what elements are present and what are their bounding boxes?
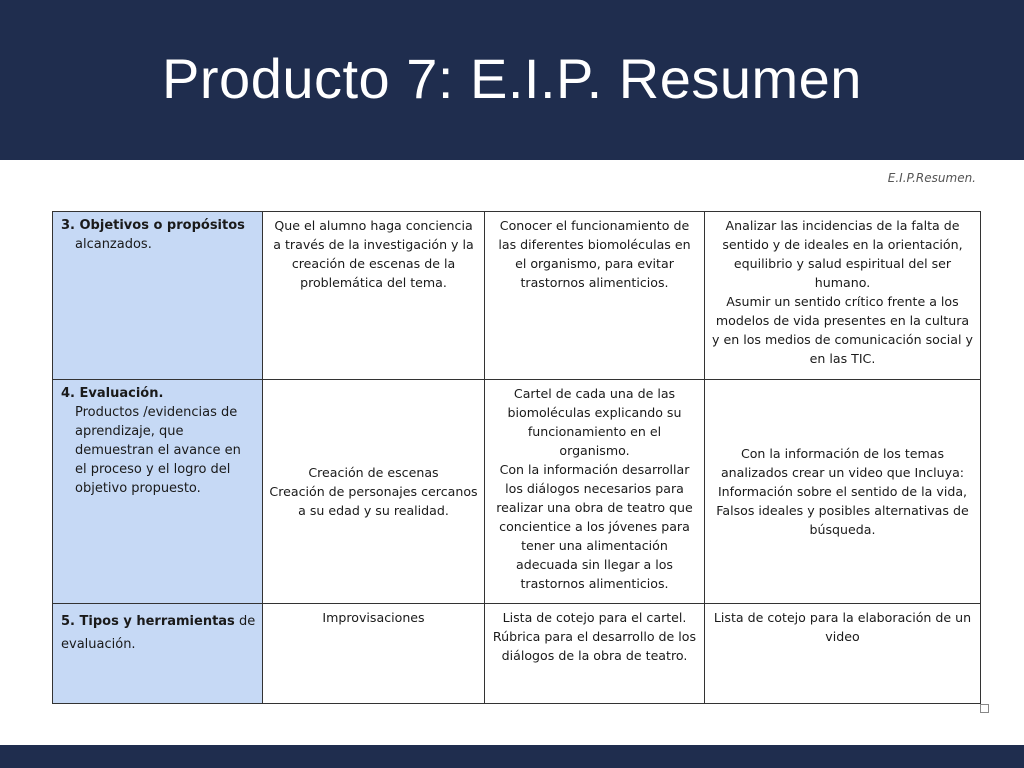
- table-cell: [263, 604, 485, 704]
- cell-text: Que el alumno haga conciencia a través de la investigación y la creación de escenas de la problemática del tema.: [273, 218, 474, 290]
- label-rest: evaluación.: [61, 637, 136, 652]
- table-resize-handle-icon: [980, 704, 989, 713]
- table-row: [53, 212, 981, 380]
- title-bar: [0, 0, 1024, 160]
- label-bold: 4. Evaluación.: [61, 386, 164, 401]
- table-cell: [485, 604, 705, 704]
- cell-text: Conocer el funcionamiento de las diferentes biomoléculas en el organismo, para evitar trastornos alimenticios.: [498, 218, 691, 290]
- cell-text: Creación de escenas Creación de personajes cercanos a su edad y su realidad.: [269, 465, 478, 518]
- table-cell: [705, 604, 981, 704]
- cell-text: Lista de cotejo para la elaboración de un video: [713, 610, 972, 644]
- cell-text: Cartel de cada una de las biomoléculas explicando su funcionamiento en el organismo. Con la información desarrollar los diálogos necesarios para realizar una obra de teatro que concientice a los jóvenes para tener una alimentación adecuada sin llegar a los trastornos alimenticios.: [496, 386, 693, 591]
- cell-text: Analizar las incidencias de la falta de sentido y de ideales en la orientación, equilibrio y salud espiritual del ser humano. Asumir un sentido crítico frente a los modelos de vida presentes en la cultura y en los medios de comunicación social y en las TIC.: [712, 218, 973, 366]
- slide-title: Producto 7: E.I.P. Resumen: [162, 46, 862, 110]
- table-cell: [705, 380, 981, 604]
- label-bold: 5. Tipos y herramientas: [61, 614, 235, 629]
- row-label-objectives: [53, 212, 263, 380]
- cell-text: Lista de cotejo para el cartel. Rúbrica para el desarrollo de los diálogos de la obra de teatro.: [492, 610, 697, 663]
- label-after-bold: de: [234, 614, 256, 629]
- table-cell: [485, 380, 705, 604]
- table-cell: [485, 212, 705, 380]
- table-row: [53, 380, 981, 604]
- table-cell: [705, 212, 981, 380]
- summary-table: [52, 211, 981, 704]
- cell-text: Improvisaciones: [322, 610, 425, 625]
- cell-text: Con la información de los temas analizados crear un video que Incluya: Información sobre el sentido de la vida, Falsos ideales y posibles alternativas de búsqueda.: [716, 446, 969, 537]
- table-row: [53, 604, 981, 704]
- footer-bar: [0, 745, 1024, 768]
- document-header-note: E.I.P.Resumen.: [887, 171, 976, 185]
- table-cell: [263, 380, 485, 604]
- label-rest: Productos /evidencias de aprendizaje, que demuestran el avance en el proceso y el logro del objetivo propuesto.: [75, 405, 241, 496]
- row-label-evaluation: [53, 380, 263, 604]
- row-label-tools: [53, 604, 263, 704]
- table-cell: [263, 212, 485, 380]
- label-bold: 3. Objetivos o propósitos: [61, 218, 245, 233]
- label-rest: alcanzados.: [75, 237, 152, 252]
